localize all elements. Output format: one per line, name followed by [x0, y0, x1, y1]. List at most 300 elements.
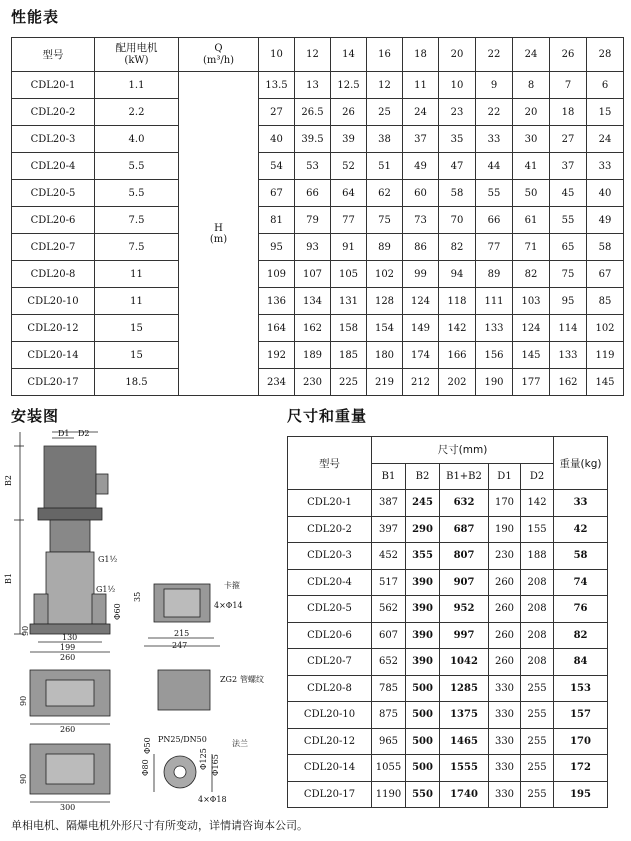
model-cell: CDL20-4	[288, 569, 372, 596]
head-value-cell: 128	[367, 288, 403, 315]
header-motor-label: 配用电机	[115, 42, 158, 54]
dimension-cell: 170	[489, 490, 521, 517]
head-value-cell: 118	[439, 288, 476, 315]
head-value-cell: 6	[587, 72, 624, 99]
head-value-cell: 15	[587, 99, 624, 126]
dimension-label-w260b: 260	[60, 725, 76, 734]
head-value-cell: 20	[513, 99, 550, 126]
head-value-cell: 25	[367, 99, 403, 126]
dimensions-header-row-1	[288, 437, 608, 464]
dimension-cell: 452	[372, 543, 406, 570]
dimensions-table	[287, 436, 608, 808]
head-value-cell: 102	[367, 261, 403, 288]
head-value-cell: 149	[403, 315, 439, 342]
base-topview-3	[158, 670, 210, 710]
installation-drawing	[4, 424, 278, 812]
dimension-cell: 652	[372, 649, 406, 676]
performance-title: 性能表	[11, 8, 60, 26]
head-value-cell: 154	[367, 315, 403, 342]
head-value-cell: 103	[513, 288, 550, 315]
head-value-cell: 47	[439, 153, 476, 180]
table-row	[288, 649, 608, 676]
motor-cell: 11	[95, 288, 179, 315]
head-value-cell: 38	[367, 126, 403, 153]
weight-cell: 33	[554, 490, 608, 517]
head-value-cell: 73	[403, 207, 439, 234]
header-q-unit: (m³/h)	[202, 54, 235, 66]
head-value-cell: 58	[439, 180, 476, 207]
header-flow: 14	[331, 38, 367, 72]
dimension-cell: 255	[521, 675, 554, 702]
dimension-cell: 1555	[440, 755, 489, 782]
dimension-label-g12a: G1½	[98, 555, 118, 564]
dimension-cell: 965	[372, 728, 406, 755]
head-value-cell: 192	[259, 342, 295, 369]
table-row	[288, 702, 608, 729]
head-value-cell: 30	[513, 126, 550, 153]
footnote: 单相电机、隔爆电机外形尺寸有所变动，详情请咨询本公司。	[11, 819, 308, 832]
table-row	[12, 369, 624, 396]
head-value-cell: 185	[331, 342, 367, 369]
head-value-cell: 212	[403, 369, 439, 396]
table-row	[288, 675, 608, 702]
weight-cell: 58	[554, 543, 608, 570]
head-value-cell: 82	[513, 261, 550, 288]
head-value-cell: 174	[403, 342, 439, 369]
head-value-cell: 119	[587, 342, 624, 369]
head-value-cell: 189	[295, 342, 331, 369]
weight-cell: 82	[554, 622, 608, 649]
head-value-cell: 65	[550, 234, 587, 261]
motor-cell: 5.5	[95, 153, 179, 180]
table-row	[12, 180, 624, 207]
model-cell: CDL20-1	[12, 72, 95, 99]
weight-cell: 42	[554, 516, 608, 543]
head-value-cell: 41	[513, 153, 550, 180]
dimension-cell: 997	[440, 622, 489, 649]
head-value-cell: 35	[439, 126, 476, 153]
weight-cell: 84	[554, 649, 608, 676]
head-value-cell: 102	[587, 315, 624, 342]
head-value-cell: 66	[295, 180, 331, 207]
dimension-cell: 387	[372, 490, 406, 517]
dimension-cell: 397	[372, 516, 406, 543]
head-value-cell: 18	[550, 99, 587, 126]
head-value-cell: 39	[331, 126, 367, 153]
performance-table	[11, 37, 624, 396]
header-model: 型号	[12, 38, 95, 72]
head-value-cell: 33	[587, 153, 624, 180]
dimension-label-w300: 300	[60, 803, 76, 812]
dimension-cell: 1465	[440, 728, 489, 755]
head-value-cell: 27	[259, 99, 295, 126]
dimension-cell: 500	[406, 755, 440, 782]
head-value-cell: 37	[403, 126, 439, 153]
head-value-cell: 99	[403, 261, 439, 288]
head-value-cell: 145	[513, 342, 550, 369]
head-value-cell: 44	[476, 153, 513, 180]
motor-cell: 7.5	[95, 207, 179, 234]
dimension-label-holes: 4×Φ14	[214, 601, 243, 610]
dimension-cell: 390	[406, 569, 440, 596]
weight-cell: 170	[554, 728, 608, 755]
dimension-cell: 142	[521, 490, 554, 517]
head-value-cell: 82	[439, 234, 476, 261]
dimension-cell: 875	[372, 702, 406, 729]
head-value-cell: 77	[331, 207, 367, 234]
weight-cell: 153	[554, 675, 608, 702]
dimension-cell: 230	[489, 543, 521, 570]
head-value-cell: 49	[587, 207, 624, 234]
head-value-cell: 219	[367, 369, 403, 396]
performance-header-row	[12, 38, 624, 72]
head-label-cell	[179, 72, 259, 396]
dimension-cell: 260	[489, 596, 521, 623]
head-value-cell: 79	[295, 207, 331, 234]
motor-cell: 2.2	[95, 99, 179, 126]
model-cell: CDL20-3	[12, 126, 95, 153]
dimension-label-h90c: 90	[19, 773, 28, 784]
model-cell: CDL20-7	[288, 649, 372, 676]
header-flow: 10	[259, 38, 295, 72]
head-value-cell: 77	[476, 234, 513, 261]
dimension-label-w130: 130	[62, 633, 78, 642]
dimension-cell: 632	[440, 490, 489, 517]
header-flow: 12	[295, 38, 331, 72]
dimension-cell: 1055	[372, 755, 406, 782]
dimension-label-zg2: ZG2	[220, 675, 238, 684]
dimension-label-d125: Φ125	[199, 748, 208, 770]
dimension-label-w247: 247	[172, 641, 188, 650]
head-value-cell: 62	[367, 180, 403, 207]
model-cell: CDL20-10	[12, 288, 95, 315]
motor-cell: 7.5	[95, 234, 179, 261]
dimension-cell: 517	[372, 569, 406, 596]
weight-cell: 157	[554, 702, 608, 729]
dimension-cell: 208	[521, 622, 554, 649]
dimension-cell: 390	[406, 649, 440, 676]
model-cell: CDL20-17	[288, 781, 372, 808]
dimension-cell: 952	[440, 596, 489, 623]
head-value-cell: 9	[476, 72, 513, 99]
dimension-label-h90b: 90	[19, 695, 28, 706]
model-cell: CDL20-12	[12, 315, 95, 342]
head-value-cell: 24	[587, 126, 624, 153]
dimension-label-holes18: 4×Φ18	[198, 795, 227, 804]
dimension-label-d165: Φ165	[211, 754, 220, 776]
head-value-cell: 26	[331, 99, 367, 126]
dimension-cell: 1285	[440, 675, 489, 702]
head-value-cell: 89	[476, 261, 513, 288]
head-value-cell: 33	[476, 126, 513, 153]
dimension-cell: 500	[406, 675, 440, 702]
dimension-cell: 260	[489, 649, 521, 676]
model-cell: CDL20-14	[12, 342, 95, 369]
head-value-cell: 70	[439, 207, 476, 234]
head-value-cell: 64	[331, 180, 367, 207]
head-value-cell: 12.5	[331, 72, 367, 99]
dimension-cell: 550	[406, 781, 440, 808]
model-cell: CDL20-10	[288, 702, 372, 729]
dim-header-model: 型号	[288, 437, 372, 490]
weight-cell: 172	[554, 755, 608, 782]
head-value-cell: 136	[259, 288, 295, 315]
dimension-label-h35: 35	[133, 591, 142, 602]
dimension-cell: 188	[521, 543, 554, 570]
dimension-cell: 500	[406, 728, 440, 755]
header-flow: 18	[403, 38, 439, 72]
table-row	[288, 728, 608, 755]
model-cell: CDL20-1	[288, 490, 372, 517]
coupling-housing	[50, 520, 90, 552]
dimension-cell: 255	[521, 728, 554, 755]
head-value-cell: 124	[403, 288, 439, 315]
dimension-cell: 907	[440, 569, 489, 596]
table-row	[288, 755, 608, 782]
header-flow: 22	[476, 38, 513, 72]
dimension-cell: 1740	[440, 781, 489, 808]
table-row	[12, 126, 624, 153]
head-value-cell: 13.5	[259, 72, 295, 99]
head-value-cell: 81	[259, 207, 295, 234]
dimension-cell: 1042	[440, 649, 489, 676]
head-value-cell: 95	[550, 288, 587, 315]
dimension-cell: 208	[521, 569, 554, 596]
table-row	[12, 288, 624, 315]
weight-cell: 76	[554, 596, 608, 623]
head-value-cell: 52	[331, 153, 367, 180]
head-value-cell: 133	[550, 342, 587, 369]
head-value-cell: 75	[550, 261, 587, 288]
dimension-label-pn: PN25/DN50	[158, 735, 207, 744]
dimension-cell: 208	[521, 649, 554, 676]
dim-subheader: B1+B2	[440, 463, 489, 490]
dim-subheader: D1	[489, 463, 521, 490]
dimension-label-flange: 法兰	[232, 739, 248, 748]
dimension-label-d50: Φ50	[143, 737, 152, 754]
dimension-cell: 330	[489, 702, 521, 729]
head-value-cell: 180	[367, 342, 403, 369]
table-row	[288, 596, 608, 623]
head-value-cell: 67	[259, 180, 295, 207]
head-value-cell: 8	[513, 72, 550, 99]
model-cell: CDL20-6	[288, 622, 372, 649]
terminal-box	[96, 474, 108, 494]
dimension-cell: 260	[489, 569, 521, 596]
head-value-cell: 51	[367, 153, 403, 180]
weight-cell: 195	[554, 781, 608, 808]
head-value-cell: 86	[403, 234, 439, 261]
dimension-label-b1: B1	[4, 573, 13, 584]
head-value-cell: 133	[476, 315, 513, 342]
head-value-cell: 23	[439, 99, 476, 126]
dimension-cell: 255	[521, 755, 554, 782]
dimension-cell: 255	[521, 702, 554, 729]
head-value-cell: 89	[367, 234, 403, 261]
dimensions-title: 尺寸和重量	[287, 407, 368, 425]
dimension-label-cardan: 卡箍	[224, 581, 240, 590]
motor-flange	[38, 508, 102, 520]
dimension-label-w260a: 260	[60, 653, 76, 662]
dimension-cell: 260	[489, 622, 521, 649]
head-value-cell: 55	[476, 180, 513, 207]
head-value-cell: 10	[439, 72, 476, 99]
weight-cell: 74	[554, 569, 608, 596]
header-flow: 20	[439, 38, 476, 72]
table-row	[12, 153, 624, 180]
head-value-cell: 190	[476, 369, 513, 396]
model-cell: CDL20-5	[12, 180, 95, 207]
table-row	[288, 543, 608, 570]
dimension-cell: 155	[521, 516, 554, 543]
dimension-cell: 355	[406, 543, 440, 570]
model-cell: CDL20-7	[12, 234, 95, 261]
head-value-cell: 145	[587, 369, 624, 396]
dimension-label-h90a: 90	[21, 625, 30, 636]
model-cell: CDL20-6	[12, 207, 95, 234]
dimension-label-g12b: G1½	[96, 585, 116, 594]
motor-cell: 18.5	[95, 369, 179, 396]
head-value-cell: 39.5	[295, 126, 331, 153]
table-row	[12, 261, 624, 288]
head-value-cell: 109	[259, 261, 295, 288]
head-value-cell: 142	[439, 315, 476, 342]
header-flow: 26	[550, 38, 587, 72]
head-value-cell: 11	[403, 72, 439, 99]
motor-cell: 5.5	[95, 180, 179, 207]
dimension-cell: 245	[406, 490, 440, 517]
dimension-cell: 687	[440, 516, 489, 543]
dim-subheader: D2	[521, 463, 554, 490]
model-cell: CDL20-4	[12, 153, 95, 180]
dimension-label-w215: 215	[174, 629, 190, 638]
head-value-cell: 91	[331, 234, 367, 261]
dimension-cell: 190	[489, 516, 521, 543]
table-row	[288, 490, 608, 517]
installation-title: 安装图	[11, 407, 60, 425]
dimension-label-d2: D2	[78, 429, 90, 438]
dimension-cell: 330	[489, 675, 521, 702]
dim-subheader: B1	[372, 463, 406, 490]
dimension-cell: 390	[406, 596, 440, 623]
head-value-cell: 162	[550, 369, 587, 396]
table-row	[288, 622, 608, 649]
table-row	[12, 342, 624, 369]
head-label: H	[214, 222, 223, 234]
motor-cell: 15	[95, 315, 179, 342]
head-value-cell: 54	[259, 153, 295, 180]
pump-stack	[46, 552, 94, 624]
dimension-cell: 500	[406, 702, 440, 729]
head-value-cell: 26.5	[295, 99, 331, 126]
dimension-label-d60: Φ60	[113, 603, 122, 620]
model-cell: CDL20-5	[288, 596, 372, 623]
table-row	[288, 781, 608, 808]
head-value-cell: 53	[295, 153, 331, 180]
model-cell: CDL20-3	[288, 543, 372, 570]
header-flow: 16	[367, 38, 403, 72]
dimension-cell: 390	[406, 622, 440, 649]
head-value-cell: 166	[439, 342, 476, 369]
header-q-label: Q	[214, 42, 223, 54]
dimension-cell: 1190	[372, 781, 406, 808]
header-motor	[95, 38, 179, 72]
head-value-cell: 111	[476, 288, 513, 315]
table-row	[12, 234, 624, 261]
head-value-cell: 85	[587, 288, 624, 315]
head-value-cell: 230	[295, 369, 331, 396]
head-value-cell: 134	[295, 288, 331, 315]
model-cell: CDL20-14	[288, 755, 372, 782]
head-value-cell: 158	[331, 315, 367, 342]
head-value-cell: 22	[476, 99, 513, 126]
dimension-label-pipe-thread: 管螺纹	[240, 675, 264, 684]
dimension-cell: 330	[489, 755, 521, 782]
head-value-cell: 124	[513, 315, 550, 342]
header-motor-unit: (kW)	[124, 55, 149, 66]
head-value-cell: 40	[587, 180, 624, 207]
motor-cell: 15	[95, 342, 179, 369]
dimension-cell: 290	[406, 516, 440, 543]
model-cell: CDL20-12	[288, 728, 372, 755]
head-value-cell: 162	[295, 315, 331, 342]
head-value-cell: 55	[550, 207, 587, 234]
head-unit: (m)	[209, 233, 228, 245]
header-flow: 28	[587, 38, 624, 72]
dimension-cell: 807	[440, 543, 489, 570]
head-value-cell: 12	[367, 72, 403, 99]
header-q	[179, 38, 259, 72]
table-row	[288, 569, 608, 596]
motor-body	[44, 446, 96, 510]
head-value-cell: 105	[331, 261, 367, 288]
dimension-label-d1: D1	[58, 429, 70, 438]
head-value-cell: 177	[513, 369, 550, 396]
table-row	[12, 315, 624, 342]
dimension-cell: 208	[521, 596, 554, 623]
model-cell: CDL20-2	[288, 516, 372, 543]
head-value-cell: 7	[550, 72, 587, 99]
dim-header-size-label: 尺寸(mm)	[437, 444, 488, 457]
table-row	[12, 72, 624, 99]
model-cell: CDL20-2	[12, 99, 95, 126]
head-value-cell: 156	[476, 342, 513, 369]
head-value-cell: 71	[513, 234, 550, 261]
model-cell: CDL20-8	[288, 675, 372, 702]
motor-cell: 4.0	[95, 126, 179, 153]
head-value-cell: 49	[403, 153, 439, 180]
model-cell: CDL20-8	[12, 261, 95, 288]
head-value-cell: 114	[550, 315, 587, 342]
dimension-label-b2: B2	[4, 475, 13, 486]
dimension-cell: 255	[521, 781, 554, 808]
head-value-cell: 202	[439, 369, 476, 396]
head-value-cell: 234	[259, 369, 295, 396]
dim-header-size	[372, 437, 554, 464]
dim-subheader: B2	[406, 463, 440, 490]
head-value-cell: 61	[513, 207, 550, 234]
header-flow: 24	[513, 38, 550, 72]
head-value-cell: 58	[587, 234, 624, 261]
head-value-cell: 75	[367, 207, 403, 234]
head-value-cell: 131	[331, 288, 367, 315]
dimension-cell: 607	[372, 622, 406, 649]
dimension-cell: 785	[372, 675, 406, 702]
table-row	[12, 207, 624, 234]
head-value-cell: 225	[331, 369, 367, 396]
table-row	[288, 516, 608, 543]
dimension-cell: 1375	[440, 702, 489, 729]
